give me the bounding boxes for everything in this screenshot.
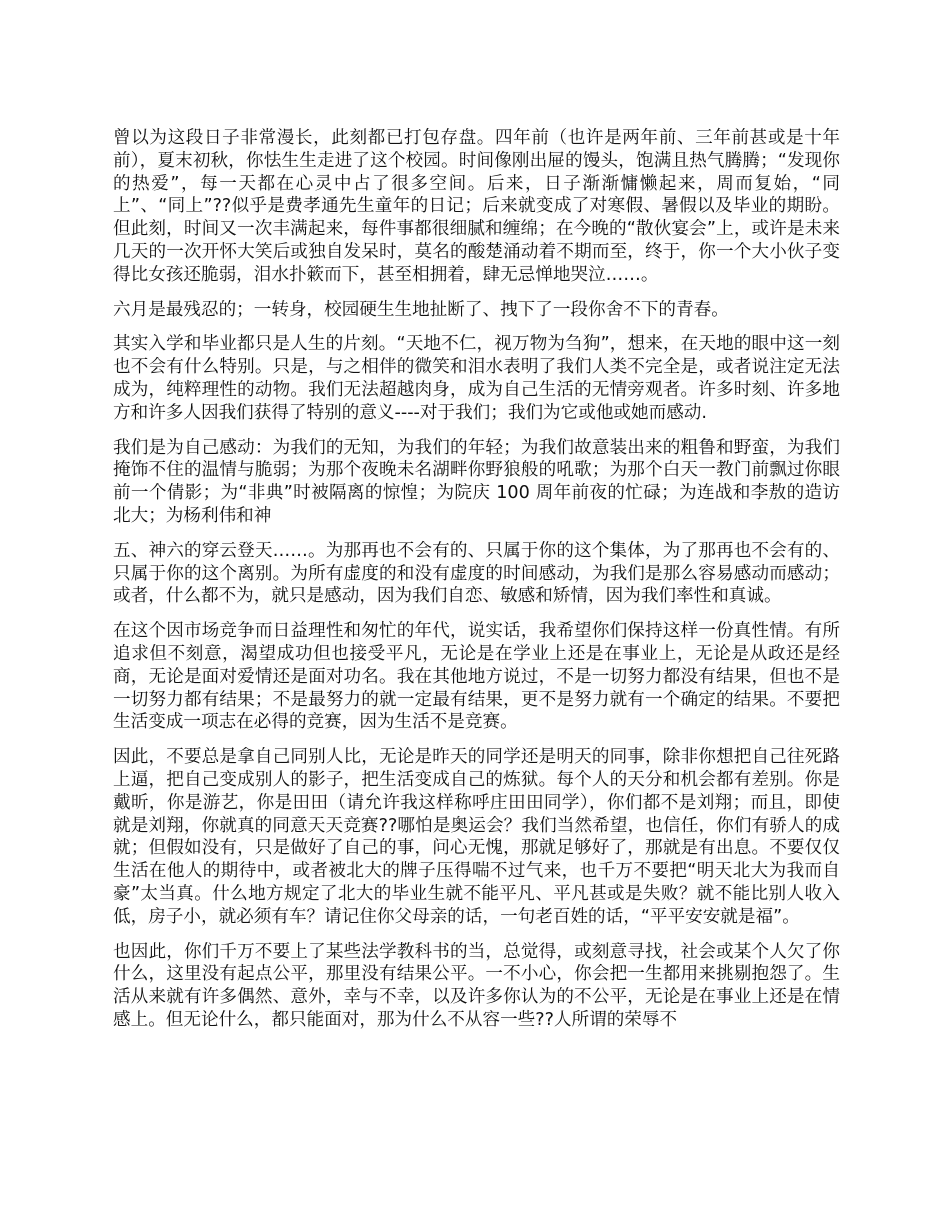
paragraph-6: 在这个因市场竞争而日益理性和匆忙的年代，说实话，我希望你们保持这样一份真性情。有所追求但不刻意，渴望成功但也接受平凡，无论是在学业上还是在事业上，无论是从政还是经商，无论是面对爱情还是面对功名。我在其他地方说过，不是一切努力都没有结果，但也不是一切努力都有结果；不是最努力的就一定最有结果，更不是努力就有一个确定的结果。不要把生活变成一项志在必得的竞赛，因为生活不是竞赛。 [113,621,840,733]
paragraph-3: 其实入学和毕业都只是人生的片刻。“天地不仁，视万物为刍狗”，想来，在天地的眼中这一刻也不会有什么特别。只是，与之相伴的微笑和泪水表明了我们人类不完全是，或者说注定无法成为，纯粹理性的动物。我们无法超越肉身，成为自己生活的无情旁观者。许多时刻、许多地方和许多人因我们获得了特别的意义----对于我们；我们为它或他或她而感动. [113,334,840,423]
document-body [113,127,840,1044]
paragraph-1: 曾以为这段日子非常漫长，此刻都已打包存盘。四年前（也许是两年前、三年前甚或是十年前），夏末初秋，你怯生生走进了这个校园。时间像刚出屉的馒头，饱满且热气腾腾；“发现你的热爱”，每一天都在心灵中占了很多空间。后来，日子渐渐慵懒起来，周而复始，“同上”、“同上”??似乎是费孝通先生童年的日记；后来就变成了对寒假、暑假以及毕业的期盼。但此刻，时间又一次丰满起来，每件事都很细腻和缠绵；在今晚的“散伙宴会”上，或许是未来几天的一次开怀大笑后或独自发呆时，莫名的酸楚涌动着不期而至，终于，你一个大小伙子变得比女孩还脆弱，泪水扑簌而下，甚至相拥着，肆无忌惮地哭泣……。 [113,128,840,285]
paragraph-5: 五、神六的穿云登天……。为那再也不会有的、只属于你的这个集体，为了那再也不会有的、只属于你的这个离别。为所有虚度的和没有虚度的时间感动，为我们是那么容易感动而感动；或者，什么都不为，就只是感动，因为我们自恋、敏感和矫情，因为我们率性和真诚。 [113,540,840,607]
paragraph-2: 六月是最残忍的；一转身，校园硬生生地扯断了、拽下了一段你舍不下的青春。 [113,299,729,320]
paragraph-7: 因此，不要总是拿自己同别人比，无论是昨天的同学还是明天的同事，除非你想把自己往死路上逼，把自己变成别人的影子，把生活变成自己的炼狱。每个人的天分和机会都有差别。你是戴昕，你是游艺，你是田田（请允许我这样称呼庄田田同学），你们都不是刘翔；而且，即使就是刘翔，你就真的同意天天竞赛??哪怕是奥运会？我们当然希望，也信任，你们有骄人的成就；但假如没有，只是做好了自己的事，问心无愧，那就足够好了，那就是有出息。不要仅仅生活在他人的期待中，或者被北大的牌子压得喘不过气来，也千万不要把“明天北大为我而自豪”太当真。什么地方规定了北大的毕业生就不能平凡、平凡甚或是失败？就不能比别人收入低，房子小，就必须有车？请记住你父母亲的话，一句老百姓的话，“平平安安就是福”。 [113,747,840,927]
paragraph-4: 我们是为自己感动：为我们的无知，为我们的年轻；为我们故意装出来的粗鲁和野蛮，为我们掩饰不住的温情与脆弱；为那个夜晚未名湖畔你野狼般的吼歌；为那个白天一教门前飘过你眼前一个倩影；为“非典”时被隔离的惊惶；为院庆 100 周年前夜的忙碌；为连战和李敖的造访北大；为杨利伟和神 [113,437,840,526]
paragraph-8: 也因此，你们千万不要上了某些法学教科书的当，总觉得，或刻意寻找，社会或某个人欠了你什么，这里没有起点公平，那里没有结果公平。一不小心，你会把一生都用来挑剔抱怨了。生活从来就有许多偶然、意外，幸与不幸，以及许多你认为的不公平，无论是在事业上还是在情感上。但无论什么，都只能面对，那为什么不从容一些??人所谓的荣辱不 [113,941,840,1030]
